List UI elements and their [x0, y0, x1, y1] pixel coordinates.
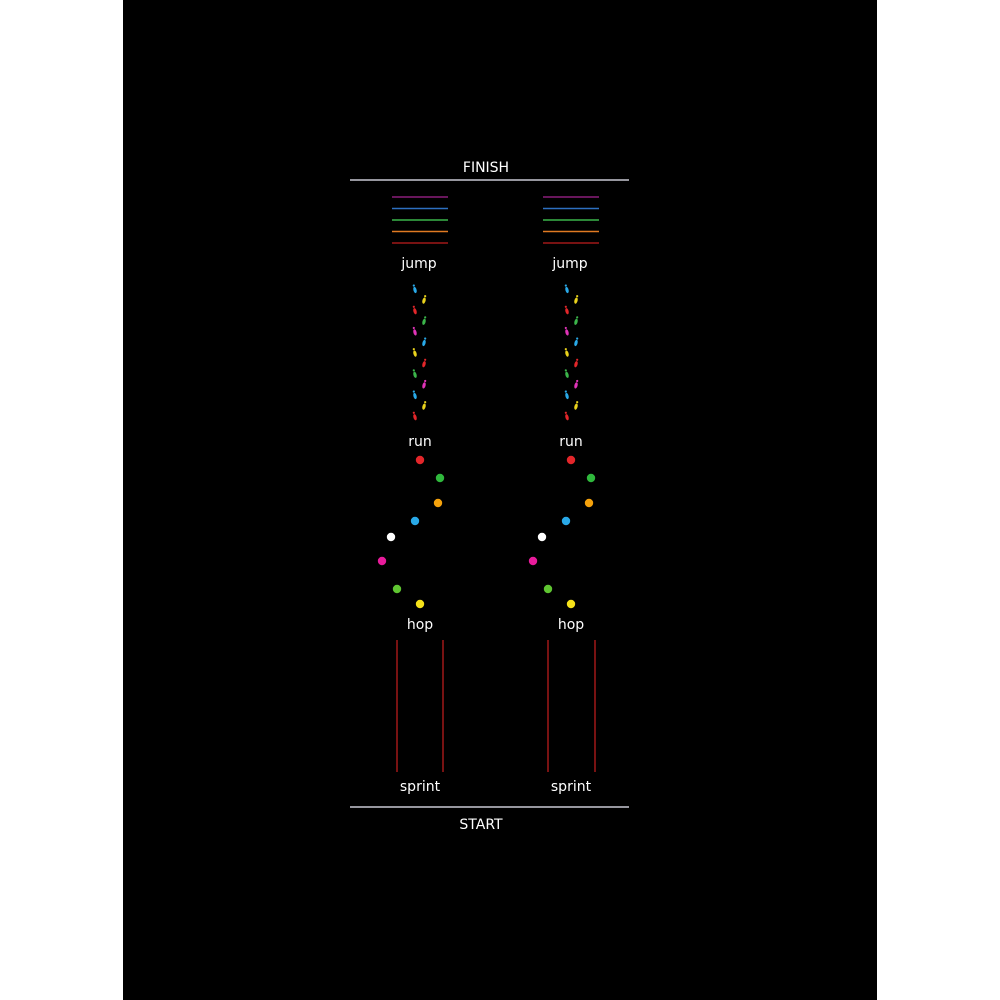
dot-icon	[529, 557, 537, 565]
dot-icon	[416, 456, 424, 464]
dot-icon	[567, 456, 575, 464]
dot-icon	[411, 517, 419, 525]
dot-icon	[393, 585, 401, 593]
start-label: START	[459, 817, 503, 833]
lane-1-run-label: run	[408, 434, 432, 450]
dot-icon	[436, 474, 444, 482]
finish-label: FINISH	[462, 160, 510, 176]
dot-icon	[538, 533, 546, 541]
dot-icon	[378, 557, 386, 565]
dot-icon	[387, 533, 395, 541]
dot-icon	[434, 499, 442, 507]
lane-1-hop-label: hop	[406, 617, 434, 633]
dot-icon	[585, 499, 593, 507]
dot-icon	[416, 600, 424, 608]
track-background	[123, 0, 877, 1000]
dot-icon	[567, 600, 575, 608]
lane-2-jump-label: jump	[552, 256, 588, 272]
lane-2-hop-label: hop	[557, 617, 585, 633]
dot-icon	[544, 585, 552, 593]
lane-2-run-label: run	[559, 434, 583, 450]
lane-1-jump-label: jump	[401, 256, 437, 272]
dot-icon	[562, 517, 570, 525]
lane-1-sprint-label: sprint	[399, 779, 441, 795]
lane-2-sprint-label: sprint	[550, 779, 592, 795]
dot-icon	[587, 474, 595, 482]
